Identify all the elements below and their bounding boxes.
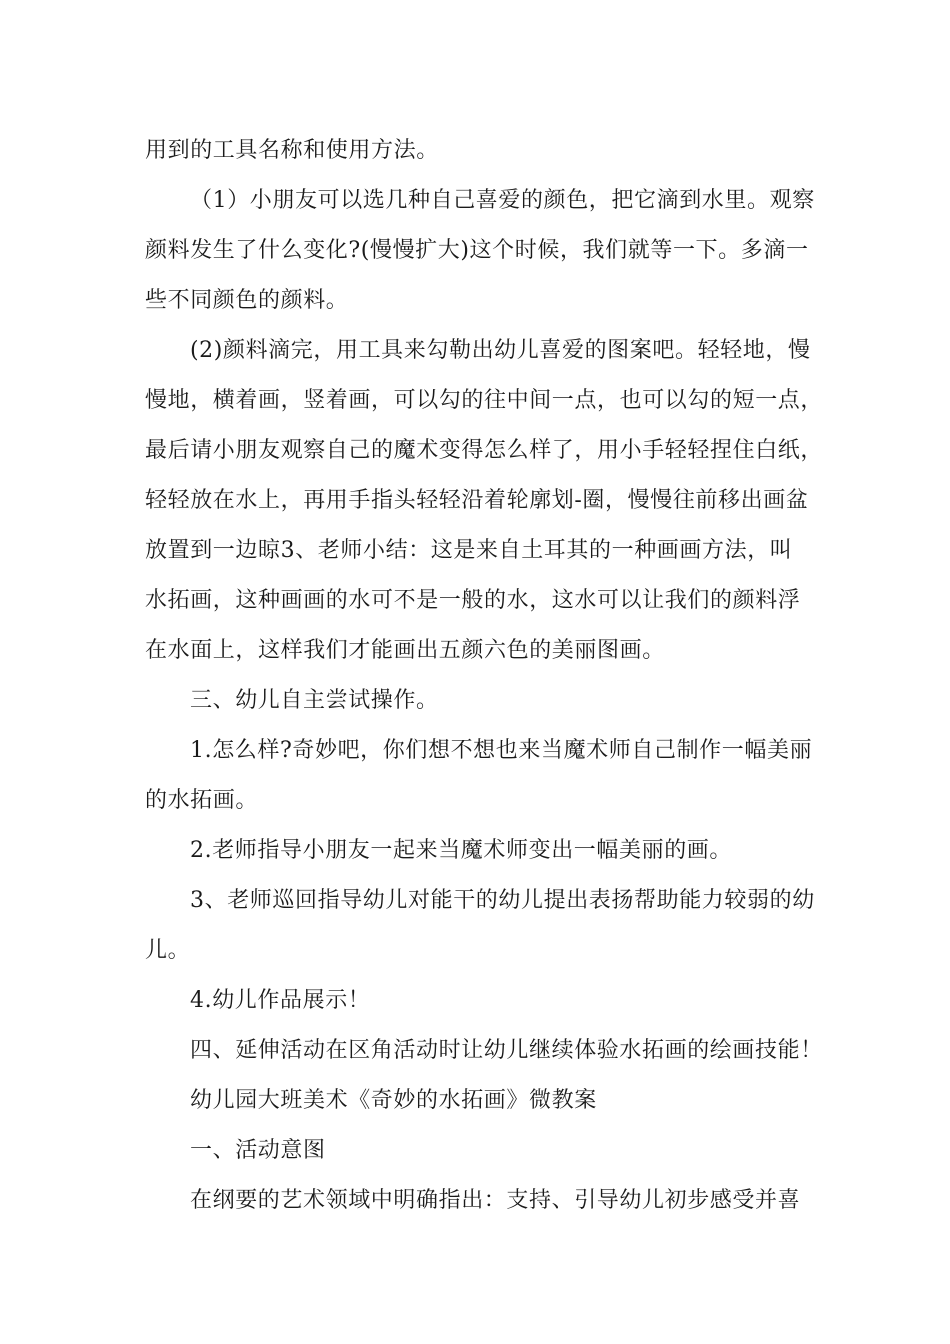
text-line-16: 3、老师巡回指导幼儿对能干的幼儿提出表扬帮助能力较弱的幼	[190, 888, 815, 913]
text-line-14: 的水拓画。	[145, 788, 259, 813]
text-line-8: 轻轻放在水上，再用手指头轻轻沿着轮廓划-圈，慢慢往前移出画盆	[145, 488, 809, 513]
text-line-7: 最后请小朋友观察自己的魔术变得怎么样了，用小手轻轻捏住白纸，	[145, 438, 824, 463]
text-line-17: 儿。	[145, 938, 191, 963]
section-heading-1: 一、活动意图	[190, 1138, 326, 1163]
text-line-9: 放置到一边晾3、老师小结：这是来自土耳其的一种画画方法，叫	[145, 538, 793, 563]
text-line-1: 用到的工具名称和使用方法。	[145, 138, 439, 163]
section-heading-4: 四、延伸活动在区角活动时让幼儿继续体验水拓画的绘画技能！	[190, 1038, 823, 1063]
text-line-22: 在纲要的艺术领域中明确指出：支持、引导幼儿初步感受并喜	[190, 1188, 801, 1213]
document-title: 幼儿园大班美术《奇妙的水拓画》微教案	[190, 1088, 597, 1113]
text-line-13: 1.怎么样?奇妙吧，你们想不想也来当魔术师自己制作一幅美丽	[190, 738, 813, 763]
text-line-4: 些不同颜色的颜料。	[145, 288, 349, 313]
text-line-6: 慢地，横着画，竖着画，可以勾的往中间一点，也可以勾的短一点，	[145, 388, 824, 413]
text-line-11: 在水面上，这样我们才能画出五颜六色的美丽图画。	[145, 638, 665, 663]
text-line-3: 颜料发生了什么变化?(慢慢扩大)这个时候，我们就等一下。多滴一	[145, 238, 809, 263]
text-line-5: (2)颜料滴完，用工具来勾勒出幼儿喜爱的图案吧。轻轻地，慢	[190, 338, 811, 363]
text-line-2: （1）小朋友可以选几种自己喜爱的颜色，把它滴到水里。观察	[190, 188, 815, 213]
section-heading-3: 三、幼儿自主尝试操作。	[190, 688, 439, 713]
text-line-18: 4.幼儿作品展示！	[190, 988, 371, 1013]
text-line-10: 水拓画，这种画画的水可不是一般的水，这水可以让我们的颜料浮	[145, 588, 801, 613]
text-line-15: 2.老师指导小朋友一起来当魔术师变出一幅美丽的画。	[190, 838, 732, 863]
